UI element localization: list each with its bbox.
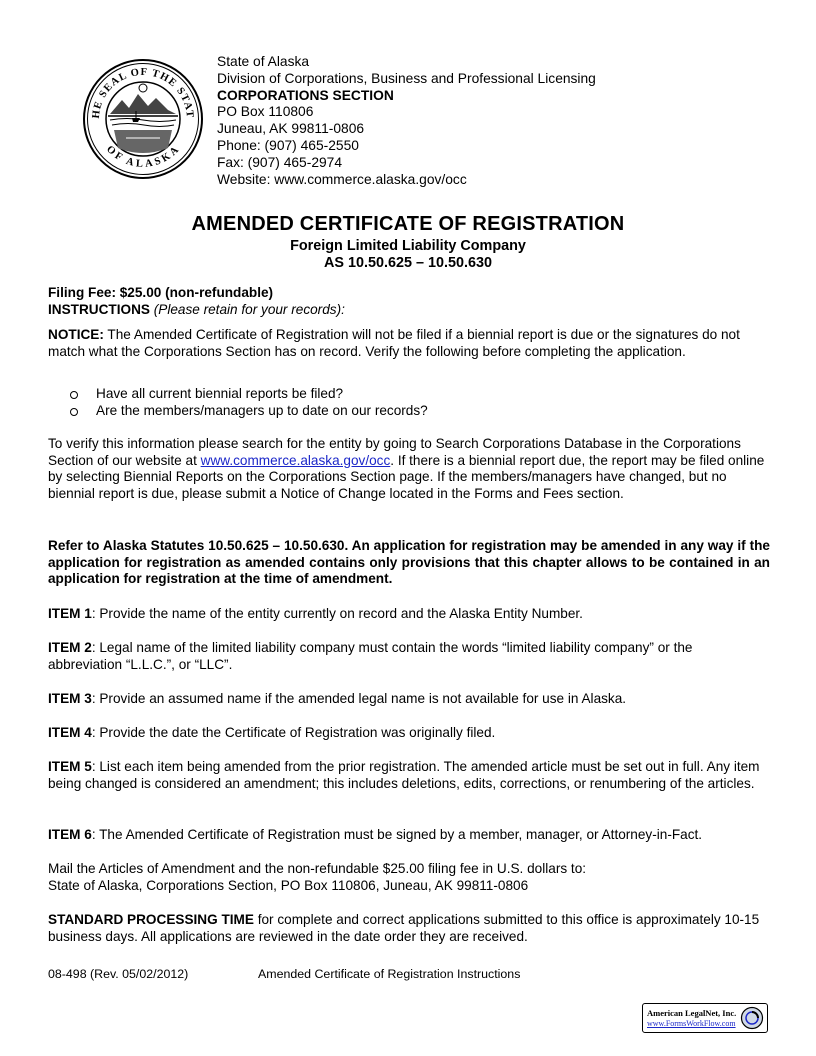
item-4: ITEM 4: Provide the date the Certificate of Registration was originally filed.: [48, 725, 496, 740]
globe-icon: [740, 1006, 764, 1030]
po-box: PO Box 110806: [217, 104, 314, 120]
mail-line: Mail the Articles of Amendment and the non-refundable $25.00 filing fee in U.S. dollars to:: [48, 861, 587, 876]
filing-fee: Filing Fee: $25.00 (non-refundable): [48, 285, 274, 300]
instructions-note: (Please retain for your records):: [149, 301, 345, 317]
notice-text: The Amended Certificate of Registration will not be filed if a biennial report is due or the signatures do not match what the Corporations Section has on record. Verify the following before completing the application.: [48, 327, 740, 359]
item-5: ITEM 5: List each item being amended from the prior registration. The amended article must be set out in full. Any item being changed is considered an amendment; this includes deletions, edits, corrections, or renumbering of the articles.: [48, 759, 760, 791]
mail-address: State of Alaska, Corporations Section, PO Box 110806, Juneau, AK 99811-0806: [48, 877, 529, 893]
item-6: ITEM 6: The Amended Certificate of Registration must be signed by a member, manager, or Attorney-in-Fact.: [48, 827, 703, 842]
seal-bottom-text: OF ALASKA: [104, 143, 183, 170]
instructions-heading: [48, 302, 770, 319]
document-subtitle: [0, 238, 816, 273]
fee-section: [48, 285, 770, 318]
item-2: ITEM 2: Legal name of the limited liability company must contain the words “limited liability company” or the abbreviation “L.L.C.”, or “LLC”.: [48, 640, 693, 672]
brand-name: American LegalNet, Inc.: [647, 1008, 737, 1018]
bullet-circle-icon: [70, 408, 78, 416]
list-item: Are the members/managers up to date on our records?: [48, 403, 770, 420]
seal-top-text: HE SEAL OF THE STAT: [90, 66, 196, 120]
legalnet-brand-badge[interactable]: [642, 1003, 768, 1033]
processing-time: STANDARD PROCESSING TIME for complete and correct applications submitted to this office is approximately 10-15 business days. All applications are reviewed in the date order they are received.: [48, 912, 760, 944]
instructions-label: INSTRUCTIONS: [48, 301, 150, 317]
website: Website: www.commerce.alaska.gov/occ: [217, 171, 467, 187]
form-number: 08-498 (Rev. 05/02/2012): [48, 967, 189, 981]
document-title: AMENDED CERTIFICATE OF REGISTRATION: [191, 213, 625, 235]
notice-paragraph: [48, 327, 770, 360]
state-name: State of Alaska: [217, 54, 310, 69]
list-item: Have all current biennial reports be filed?: [48, 386, 770, 403]
state-seal-logo: [82, 58, 204, 180]
page-footer: [48, 966, 648, 983]
form-footer-title: Amended Certificate of Registration Instructions: [258, 967, 521, 981]
bullet-circle-icon: [70, 391, 78, 399]
brand-url: www.FormsWorkFlow.com: [647, 1019, 736, 1028]
item-1: ITEM 1: Provide the name of the entity currently on record and the Alaska Entity Number.: [48, 606, 583, 621]
website-link[interactable]: www.commerce.alaska.gov/occ: [200, 452, 391, 468]
division-name: Division of Corporations, Business and Professional Licensing: [217, 70, 596, 86]
statute-reference: AS 10.50.625 – 10.50.630: [323, 255, 493, 272]
section-name: CORPORATIONS SECTION: [217, 87, 394, 103]
fax-number: Fax: (907) 465-2974: [217, 154, 343, 170]
agency-address-block: [217, 54, 737, 188]
item-3: ITEM 3: Provide an assumed name if the amended legal name is not available for use in Alaska.: [48, 691, 627, 706]
entity-type: Foreign Limited Liability Company: [290, 238, 526, 254]
mailing-instructions: [48, 861, 770, 894]
verify-paragraph: To verify this information please search for the entity by going to Search Corporations Database in the Corporations Section of our website at www.commerce.alaska.gov/occ. If there is a biennial report due, the report may be filed online by selecting Biennial Reports on the Corporations Section page. If the members/managers have changed, but no biennial report is due, please submit a Notice of Change located in the Forms and Fees section.: [48, 436, 765, 501]
statute-paragraph: Refer to Alaska Statutes 10.50.625 – 10.50.630. An application for registration may be amended in any way if the application for registration as amended contains only provisions that this chapter allows to be contained in an application for registration at the time of amendment.: [48, 538, 770, 586]
notice-label: NOTICE:: [48, 327, 104, 342]
city-state-zip: Juneau, AK 99811-0806: [217, 121, 365, 137]
checklist: [48, 386, 770, 419]
phone-number: Phone: (907) 465-2550: [217, 137, 359, 153]
